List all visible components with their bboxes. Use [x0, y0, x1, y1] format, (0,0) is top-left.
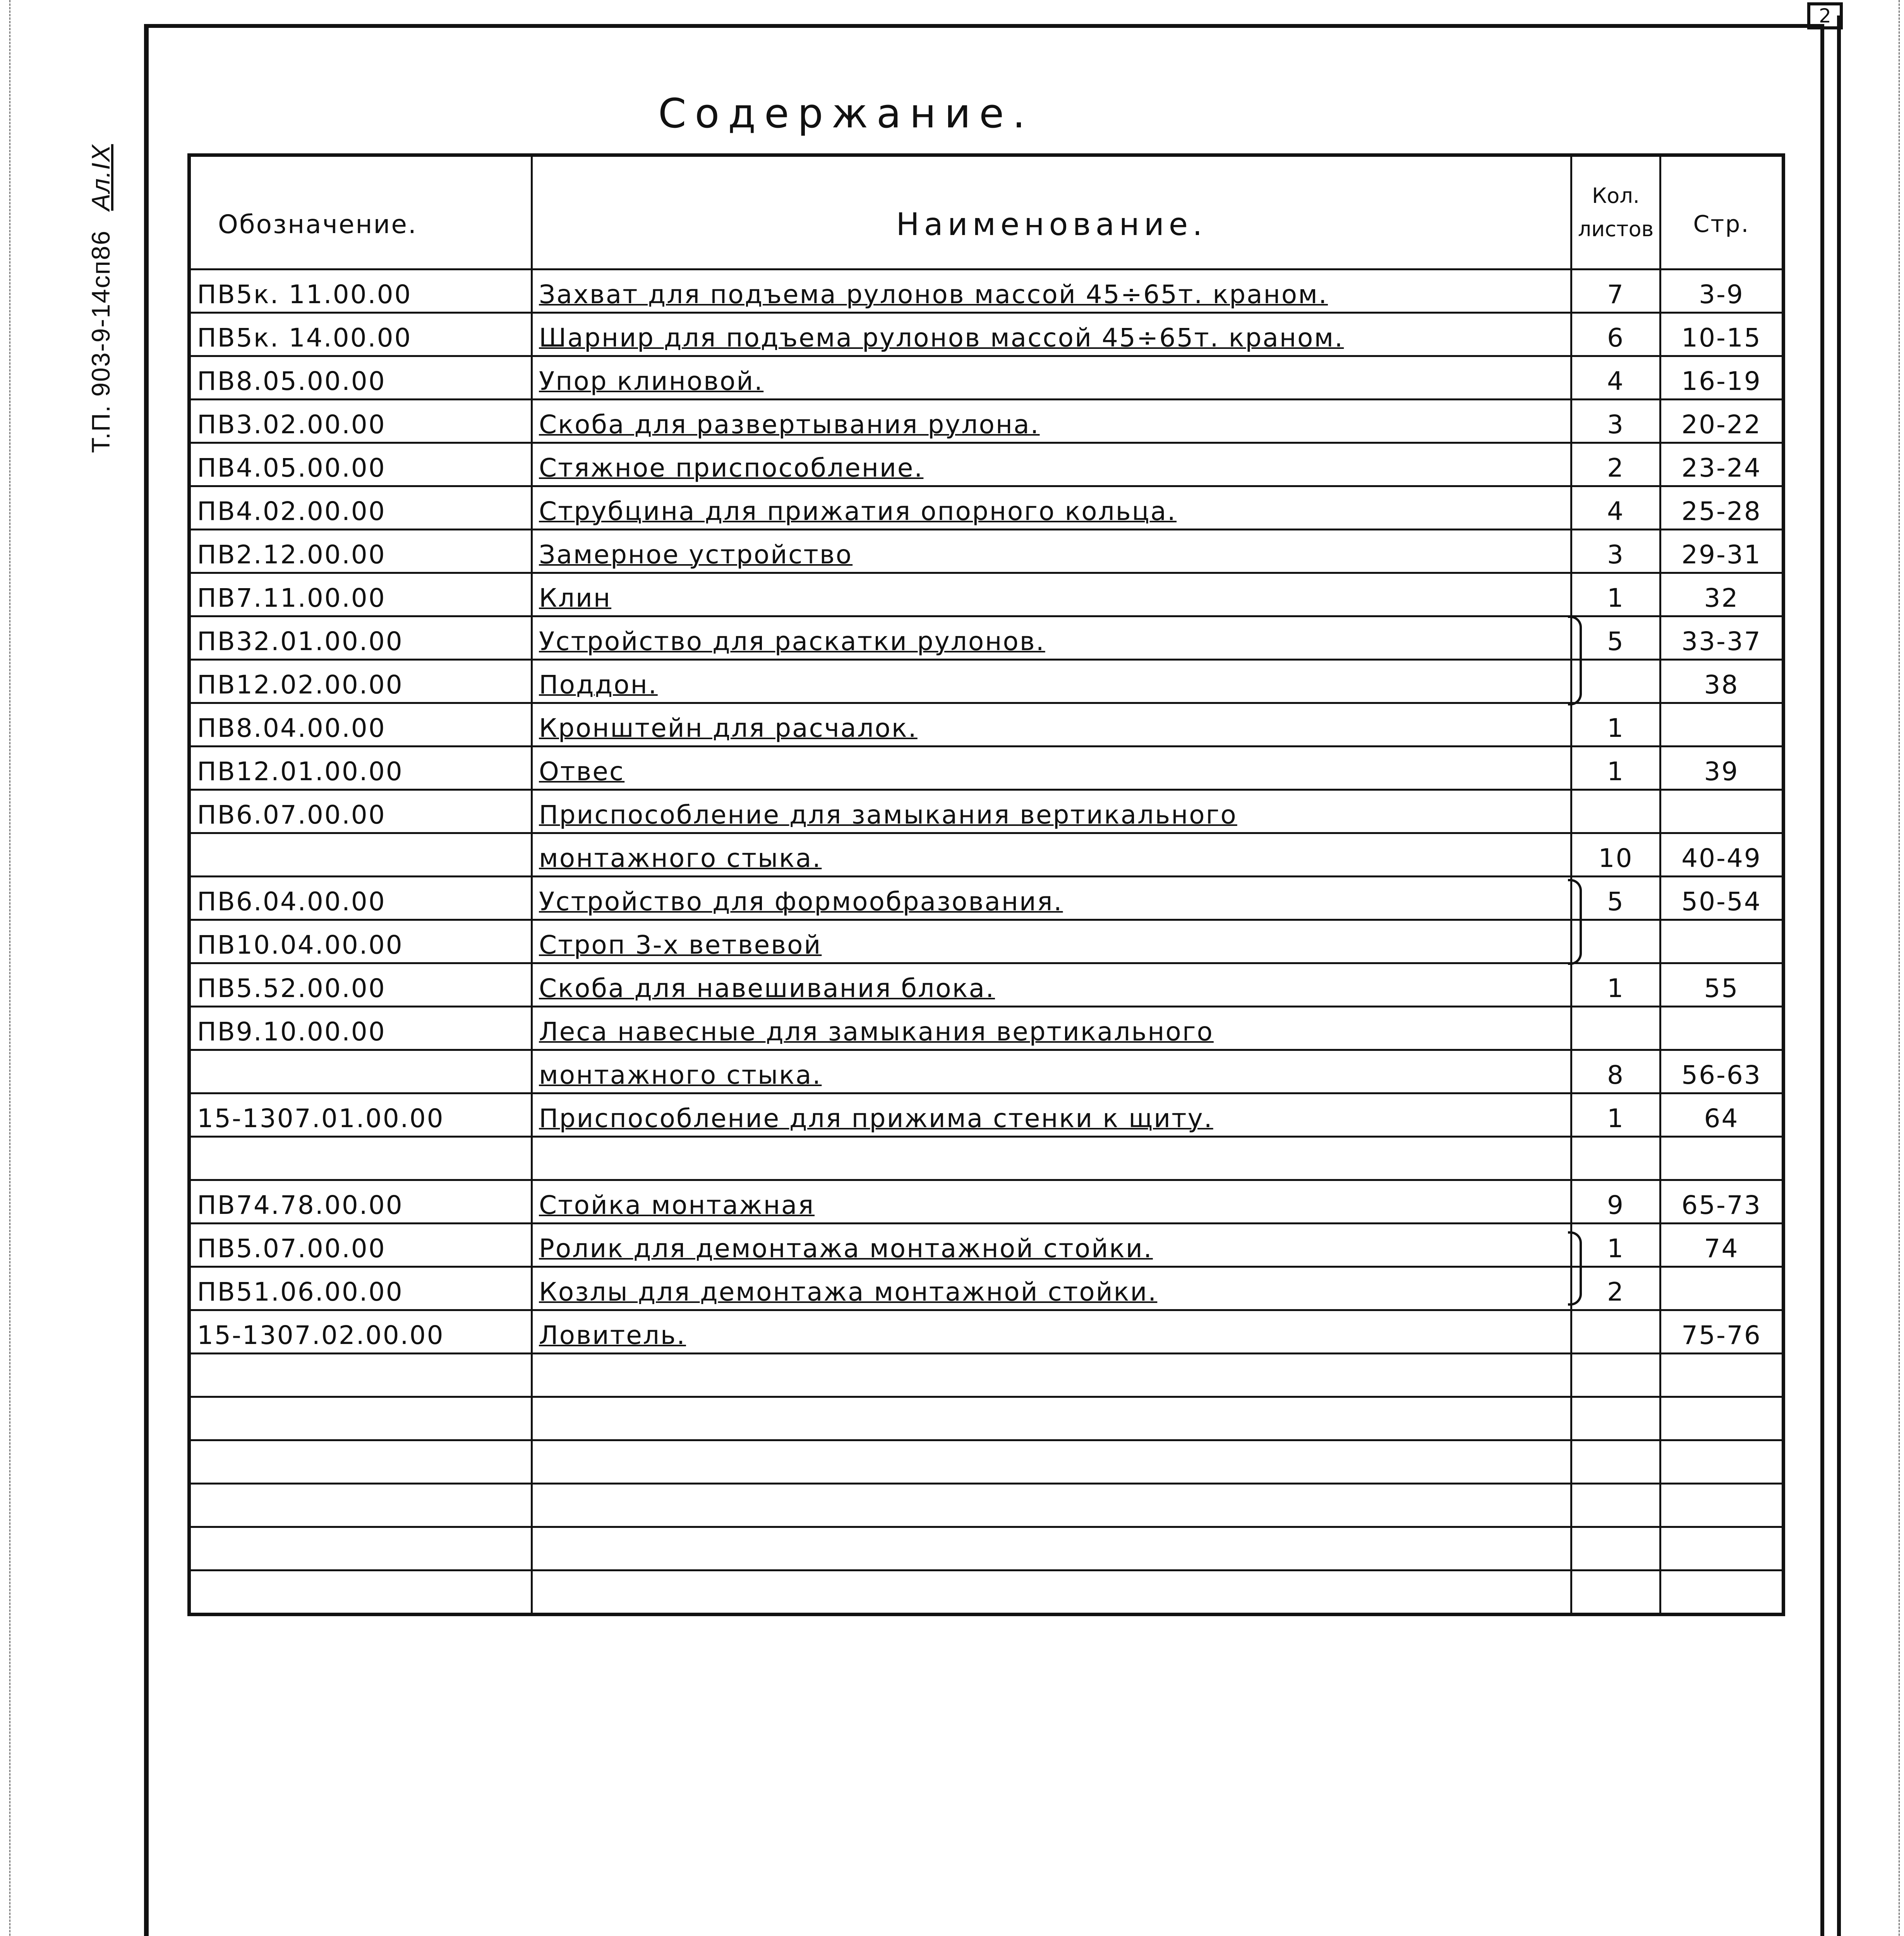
row-pages [1660, 1267, 1784, 1310]
row-designation [189, 1354, 532, 1397]
row-designation-text: ПВ5к. 11.00.00 [197, 280, 412, 309]
row-sheet-count [1571, 313, 1660, 356]
table-row [189, 963, 1784, 1007]
row-sheet-count [1571, 1310, 1660, 1354]
row-sheet-count-text: 1 [1607, 713, 1624, 743]
row-designation [189, 1397, 532, 1440]
row-designation [189, 356, 532, 400]
page-title: Содержание. [658, 90, 1034, 137]
table-row [189, 1527, 1784, 1570]
row-pages [1660, 530, 1784, 573]
row-name-text: Устройство для формообразования. [539, 887, 1063, 917]
row-pages [1660, 703, 1784, 747]
row-pages [1660, 920, 1784, 963]
row-pages [1660, 1093, 1784, 1137]
row-name [532, 1007, 1571, 1050]
row-pages [1660, 400, 1784, 443]
row-pages [1660, 833, 1784, 877]
header-pages: Стр. [1660, 155, 1784, 269]
row-pages-text: 23-24 [1681, 453, 1762, 483]
row-designation-text: ПВ7.11.00.00 [197, 583, 386, 613]
table-row [189, 1137, 1784, 1180]
row-sheet-count [1571, 877, 1660, 920]
grouping-brace [1568, 879, 1582, 965]
row-name [532, 1310, 1571, 1354]
row-name [532, 790, 1571, 833]
row-sheet-count-text: 3 [1607, 540, 1624, 570]
row-name [532, 1224, 1571, 1267]
row-pages [1660, 790, 1784, 833]
row-name [532, 877, 1571, 920]
row-pages-text: 74 [1704, 1234, 1739, 1263]
row-name-text: Козлы для демонтажа монтажной стойки. [539, 1277, 1158, 1307]
grouping-brace [1568, 1231, 1582, 1306]
row-sheet-count [1571, 1007, 1660, 1050]
row-pages [1660, 1310, 1784, 1354]
row-pages-text: 65-73 [1681, 1190, 1762, 1220]
row-pages [1660, 443, 1784, 486]
row-designation [189, 400, 532, 443]
contents-table [187, 153, 1785, 1616]
row-sheet-count [1571, 616, 1660, 660]
header-name: Наименование. [532, 155, 1571, 269]
header-designation: Обозначение. [189, 155, 532, 269]
row-sheet-count [1571, 660, 1660, 703]
row-name [532, 1267, 1571, 1310]
row-pages [1660, 1570, 1784, 1615]
row-name [532, 443, 1571, 486]
row-pages [1660, 1007, 1784, 1050]
margin-stamp-designation: Т.П. 903-9-14сп86 [86, 230, 115, 453]
row-pages [1660, 1484, 1784, 1527]
row-name [532, 1180, 1571, 1224]
row-pages [1660, 573, 1784, 616]
row-pages-text: 50-54 [1681, 887, 1762, 917]
row-sheet-count-text: 6 [1607, 323, 1624, 353]
row-pages-text: 55 [1704, 973, 1739, 1003]
row-sheet-count-text: 3 [1607, 410, 1624, 439]
binding-edge-left [9, 0, 10, 1936]
row-name-text: Ролик для демонтажа монтажной стойки. [539, 1234, 1153, 1263]
row-sheet-count-text: 2 [1607, 1277, 1624, 1307]
row-sheet-count-text: 5 [1607, 626, 1624, 656]
row-designation [189, 269, 532, 313]
table-row [189, 573, 1784, 616]
table-row [189, 443, 1784, 486]
frame-right-edge [1837, 15, 1841, 1936]
row-pages-text: 32 [1704, 583, 1739, 613]
table-row [189, 1180, 1784, 1224]
margin-stamp-sheet-tag: Ал.IX [86, 144, 115, 211]
row-name [532, 1050, 1571, 1093]
row-designation-text: 15-1307.02.00.00 [197, 1320, 444, 1350]
table-row [189, 1484, 1784, 1527]
row-designation [189, 1484, 532, 1527]
row-sheet-count [1571, 1484, 1660, 1527]
table-row [189, 1050, 1784, 1093]
row-pages-text: 10-15 [1681, 323, 1762, 353]
row-sheet-count-text: 1 [1607, 1104, 1624, 1133]
row-pages [1660, 1527, 1784, 1570]
row-name [532, 1570, 1571, 1615]
row-pages [1660, 1354, 1784, 1397]
row-pages [1660, 1224, 1784, 1267]
row-designation [189, 1050, 532, 1093]
row-designation [189, 443, 532, 486]
row-pages [1660, 963, 1784, 1007]
table-row [189, 486, 1784, 530]
row-designation-text: ПВ12.02.00.00 [197, 670, 403, 700]
row-sheet-count [1571, 269, 1660, 313]
row-name-text: Клин [539, 583, 612, 613]
header-sheet-count-line2: листов [1578, 217, 1654, 241]
row-sheet-count-text: 1 [1607, 757, 1624, 786]
row-pages-text: 64 [1704, 1104, 1739, 1133]
row-sheet-count [1571, 1137, 1660, 1180]
row-designation [189, 616, 532, 660]
table-row [189, 747, 1784, 790]
row-name-text: Упор клиновой. [539, 366, 764, 396]
row-sheet-count [1571, 573, 1660, 616]
row-name [532, 747, 1571, 790]
row-pages [1660, 877, 1784, 920]
row-sheet-count-text: 4 [1607, 366, 1624, 396]
row-name-text: Кронштейн для расчалок. [539, 713, 918, 743]
header-sheet-count-line1: Кол. [1592, 184, 1640, 208]
row-designation-text: ПВ51.06.00.00 [197, 1277, 403, 1307]
row-name [532, 616, 1571, 660]
row-pages [1660, 1050, 1784, 1093]
row-name [532, 356, 1571, 400]
row-designation-text: ПВ6.04.00.00 [197, 887, 386, 917]
row-sheet-count [1571, 963, 1660, 1007]
row-designation-text: ПВ8.04.00.00 [197, 713, 386, 743]
row-sheet-count-text: 2 [1607, 453, 1624, 483]
row-name [532, 920, 1571, 963]
row-designation-text: ПВ8.05.00.00 [197, 366, 386, 396]
row-designation [189, 1527, 532, 1570]
row-name-text: Замерное устройство [539, 540, 853, 570]
margin-stamp [86, 144, 115, 453]
row-pages [1660, 616, 1784, 660]
table-row [189, 1570, 1784, 1615]
row-designation [189, 1267, 532, 1310]
row-sheet-count [1571, 1050, 1660, 1093]
sheet-number: 2 [1807, 2, 1843, 29]
table-row [189, 1397, 1784, 1440]
row-pages-text: 20-22 [1681, 410, 1762, 439]
row-sheet-count [1571, 1224, 1660, 1267]
row-sheet-count [1571, 790, 1660, 833]
row-name-text: Приспособление для прижима стенки к щиту. [539, 1104, 1213, 1133]
row-sheet-count [1571, 530, 1660, 573]
row-sheet-count [1571, 747, 1660, 790]
row-designation [189, 833, 532, 877]
table-row [189, 703, 1784, 747]
row-designation [189, 1093, 532, 1137]
row-sheet-count [1571, 1180, 1660, 1224]
row-name-text: Леса навесные для замыкания вертикального [539, 1017, 1214, 1047]
row-sheet-count [1571, 703, 1660, 747]
row-name [532, 963, 1571, 1007]
row-name-text: монтажного стыка. [539, 1060, 822, 1090]
row-name [532, 1440, 1571, 1484]
row-designation-text: ПВ32.01.00.00 [197, 626, 403, 656]
table-row [189, 660, 1784, 703]
row-sheet-count-text: 8 [1607, 1060, 1624, 1090]
table-row [189, 877, 1784, 920]
header-sheet-count [1571, 155, 1660, 269]
row-designation [189, 1137, 532, 1180]
row-pages [1660, 313, 1784, 356]
row-sheet-count-text: 1 [1607, 973, 1624, 1003]
row-name [532, 1397, 1571, 1440]
row-name-text: Скоба для развертывания рулона. [539, 410, 1040, 439]
table-row [189, 1007, 1784, 1050]
row-name [532, 573, 1571, 616]
table-row [189, 313, 1784, 356]
row-pages [1660, 1137, 1784, 1180]
table-row [189, 616, 1784, 660]
row-name [532, 530, 1571, 573]
row-sheet-count [1571, 356, 1660, 400]
table-body [189, 269, 1784, 1615]
row-pages-text: 16-19 [1681, 366, 1762, 396]
binding-edge-right [1899, 0, 1900, 1936]
row-sheet-count [1571, 1397, 1660, 1440]
row-name-text: Приспособление для замыкания вертикального [539, 800, 1237, 830]
row-pages-text: 40-49 [1681, 843, 1762, 873]
row-designation-text: 15-1307.01.00.00 [197, 1104, 444, 1133]
row-name-text: Поддон. [539, 670, 658, 700]
row-designation [189, 920, 532, 963]
row-sheet-count [1571, 443, 1660, 486]
row-pages [1660, 1397, 1784, 1440]
row-pages-text: 38 [1704, 670, 1739, 700]
table-row [189, 790, 1784, 833]
grouping-brace [1568, 616, 1582, 705]
row-name [532, 1093, 1571, 1137]
row-designation-text: ПВ4.05.00.00 [197, 453, 386, 483]
row-designation-text: ПВ4.02.00.00 [197, 496, 386, 526]
row-name [532, 660, 1571, 703]
row-designation [189, 790, 532, 833]
row-pages-text: 25-28 [1681, 496, 1762, 526]
table-row [189, 1267, 1784, 1310]
row-sheet-count-text: 5 [1607, 887, 1624, 917]
row-designation-text: ПВ2.12.00.00 [197, 540, 386, 570]
row-pages [1660, 747, 1784, 790]
row-pages-text: 33-37 [1681, 626, 1762, 656]
row-sheet-count [1571, 1527, 1660, 1570]
row-pages [1660, 356, 1784, 400]
table-row [189, 1224, 1784, 1267]
table-row [189, 920, 1784, 963]
row-name-text: Отвес [539, 757, 625, 786]
row-pages-text: 56-63 [1681, 1060, 1762, 1090]
table-row [189, 400, 1784, 443]
row-designation [189, 877, 532, 920]
row-sheet-count [1571, 1440, 1660, 1484]
row-pages-text: 39 [1704, 757, 1739, 786]
row-designation [189, 963, 532, 1007]
row-sheet-count-text: 4 [1607, 496, 1624, 526]
row-name-text: Скоба для навешивания блока. [539, 973, 995, 1003]
row-sheet-count [1571, 1093, 1660, 1137]
table-header-row [189, 155, 1784, 269]
table-row [189, 269, 1784, 313]
row-name-text: Строп 3-х ветвевой [539, 930, 822, 960]
row-designation [189, 1570, 532, 1615]
table-row [189, 833, 1784, 877]
row-pages [1660, 1440, 1784, 1484]
row-designation [189, 747, 532, 790]
row-designation-text: ПВ10.04.00.00 [197, 930, 403, 960]
table-row [189, 1310, 1784, 1354]
row-name-text: Захват для подъема рулонов массой 45÷65т. краном. [539, 280, 1328, 309]
row-sheet-count [1571, 833, 1660, 877]
row-name [532, 703, 1571, 747]
row-name-text: Струбцина для прижатия опорного кольца. [539, 496, 1177, 526]
row-designation [189, 1007, 532, 1050]
row-designation [189, 1440, 532, 1484]
row-designation [189, 313, 532, 356]
row-designation-text: ПВ5.52.00.00 [197, 973, 386, 1003]
table-row [189, 1093, 1784, 1137]
row-pages [1660, 1180, 1784, 1224]
row-name [532, 1137, 1571, 1180]
row-designation-text: ПВ74.78.00.00 [197, 1190, 403, 1220]
row-pages [1660, 269, 1784, 313]
row-pages-text: 29-31 [1681, 540, 1762, 570]
row-sheet-count [1571, 486, 1660, 530]
table-row [189, 1440, 1784, 1484]
row-designation [189, 573, 532, 616]
row-designation-text: ПВ12.01.00.00 [197, 757, 403, 786]
table-row [189, 530, 1784, 573]
row-designation [189, 1224, 532, 1267]
row-pages [1660, 660, 1784, 703]
row-name [532, 1527, 1571, 1570]
row-designation-text: ПВ9.10.00.00 [197, 1017, 386, 1047]
row-name-text: Устройство для раскатки рулонов. [539, 626, 1045, 656]
row-name-text: Ловитель. [539, 1320, 686, 1350]
row-sheet-count-text: 1 [1607, 1234, 1624, 1263]
row-designation [189, 530, 532, 573]
row-name-text: Шарнир для подъема рулонов массой 45÷65т. краном. [539, 323, 1344, 353]
row-name-text: Стяжное приспособление. [539, 453, 924, 483]
row-designation-text: ПВ3.02.00.00 [197, 410, 386, 439]
row-pages-text: 3-9 [1699, 280, 1744, 309]
row-designation [189, 1180, 532, 1224]
row-pages [1660, 486, 1784, 530]
row-sheet-count-text: 1 [1607, 583, 1624, 613]
table-row [189, 1354, 1784, 1397]
row-designation-text: ПВ5к. 14.00.00 [197, 323, 412, 353]
row-designation [189, 703, 532, 747]
row-sheet-count [1571, 400, 1660, 443]
row-name [532, 1354, 1571, 1397]
row-designation [189, 486, 532, 530]
row-name-text: Стойка монтажная [539, 1190, 815, 1220]
row-designation [189, 660, 532, 703]
row-designation-text: ПВ6.07.00.00 [197, 800, 386, 830]
row-sheet-count-text: 7 [1607, 280, 1624, 309]
row-sheet-count [1571, 920, 1660, 963]
row-name [532, 269, 1571, 313]
row-sheet-count [1571, 1570, 1660, 1615]
row-sheet-count [1571, 1354, 1660, 1397]
row-designation-text: ПВ5.07.00.00 [197, 1234, 386, 1263]
table-row [189, 356, 1784, 400]
row-name [532, 313, 1571, 356]
row-sheet-count [1571, 1267, 1660, 1310]
row-pages-text: 75-76 [1681, 1320, 1762, 1350]
row-name [532, 1484, 1571, 1527]
row-name [532, 486, 1571, 530]
row-sheet-count-text: 9 [1607, 1190, 1624, 1220]
row-sheet-count-text: 10 [1598, 843, 1633, 873]
row-name-text: монтажного стыка. [539, 843, 822, 873]
row-name [532, 833, 1571, 877]
row-name [532, 400, 1571, 443]
row-designation [189, 1310, 532, 1354]
